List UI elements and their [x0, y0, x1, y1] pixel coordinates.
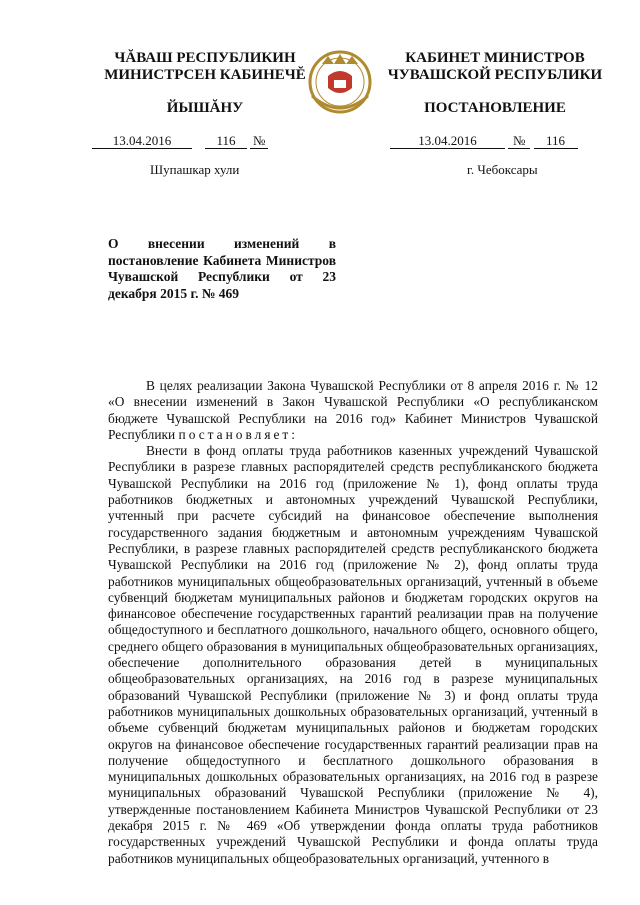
paragraph-preamble: [108, 378, 598, 443]
doc-type-left: ЙЫШĂНУ: [166, 100, 244, 116]
header-left-line2: МИНИСТРСЕН КАБИНЕЧĔ: [104, 67, 306, 83]
paragraph-main: Внести в фонд оплаты труда работников казенных учреждений Чувашской Республики в разрезе главных распорядителей средств республиканского бюджета Чувашской Республики на 2016 год (приложение № 1), фонд оплаты труда работников бюджетных и автономных учреждений Чувашской Республики, учтенный при расчете субсидий на финансовое обеспечение выполнения государственного задания бюджетным и автономным учреждениям Чувашской Республики, в разрезе главных распорядителей средств республиканского бюджета Чувашской Республики на 2016 год (приложение № 2), фонд оплаты труда работников муниципальных общеобразовательных организаций, учтенный в объеме субвенций бюджетам муниципальных районов и бюджетам городских округов на финансовое обеспечение государственных гарантий реализации прав на получение общедоступного и бесплатного дошкольного, начального общего, основного общего, среднего общего образования в муниципальных общеобразовательных организациях, обеспечение дополнительного образования детей в муниципальных общеобразовательных организациях, на 2016 год в разрезе муниципальных образований Чувашской Республики (приложение № 3) и фонд оплаты труда работников муниципальных дошкольных образовательных организаций, учтенный в объеме субвенций бюджетам муниципальных районов и бюджетам городских округов на финансовое обеспечение государственных гарантий реализации прав на получение общедоступного и бесплатного дошкольного образования в муниципальных дошкольных образовательных организациях, на 2016 год в разрезе муниципальных образований Чувашской Республики (приложение № 4), утвержденные постановлением Кабинета Министров Чувашской Республики от 23 декабря 2015 г. № 469 «Об утверждении фонда оплаты труда работников государственных учреждений Чувашской Республики и фонда оплаты труда работников муниципальных общеобразовательных организаций, учтенного в: [108, 443, 598, 866]
number-sign-left: №: [250, 134, 268, 149]
preamble-text: В целях реализации Закона Чувашской Республики от 8 апреля 2016 г. № 12 «О внесении изменений в Закон Чувашской Республики «О республиканском бюджете Чувашской Республики на 2016 год» Кабинет Министров Чувашской Республики: [108, 378, 598, 442]
dateline-left: [92, 133, 268, 149]
number-right: 116: [534, 134, 578, 149]
header-right-line2: ЧУВАШСКОЙ РЕСПУБЛИКИ: [387, 67, 603, 83]
resolves-word: постановляет:: [178, 426, 298, 442]
city-right: г. Чебоксары: [467, 162, 538, 177]
doc-type-right: ПОСТАНОВЛЕНИЕ: [424, 100, 566, 116]
date-right: 13.04.2016: [390, 134, 505, 149]
header-left: [90, 50, 320, 84]
date-left: 13.04.2016: [92, 134, 192, 149]
number-sign-right: №: [508, 134, 530, 149]
header-right-line1: КАБИНЕТ МИНИСТРОВ: [405, 50, 585, 66]
document-subject: О внесении изменений в постановление Кабинета Министров Чувашской Республики от 23 декабря 2015 г. № 469: [108, 236, 336, 301]
document-body: [108, 378, 598, 867]
city-left: Шупашкар хули: [150, 162, 240, 177]
number-left: 116: [205, 134, 247, 149]
header-left-line1: ЧĂВАШ РЕСПУБЛИКИН: [114, 50, 296, 66]
header-right: [375, 50, 615, 84]
coat-of-arms-icon: [298, 36, 382, 120]
dateline-right: [390, 133, 578, 149]
